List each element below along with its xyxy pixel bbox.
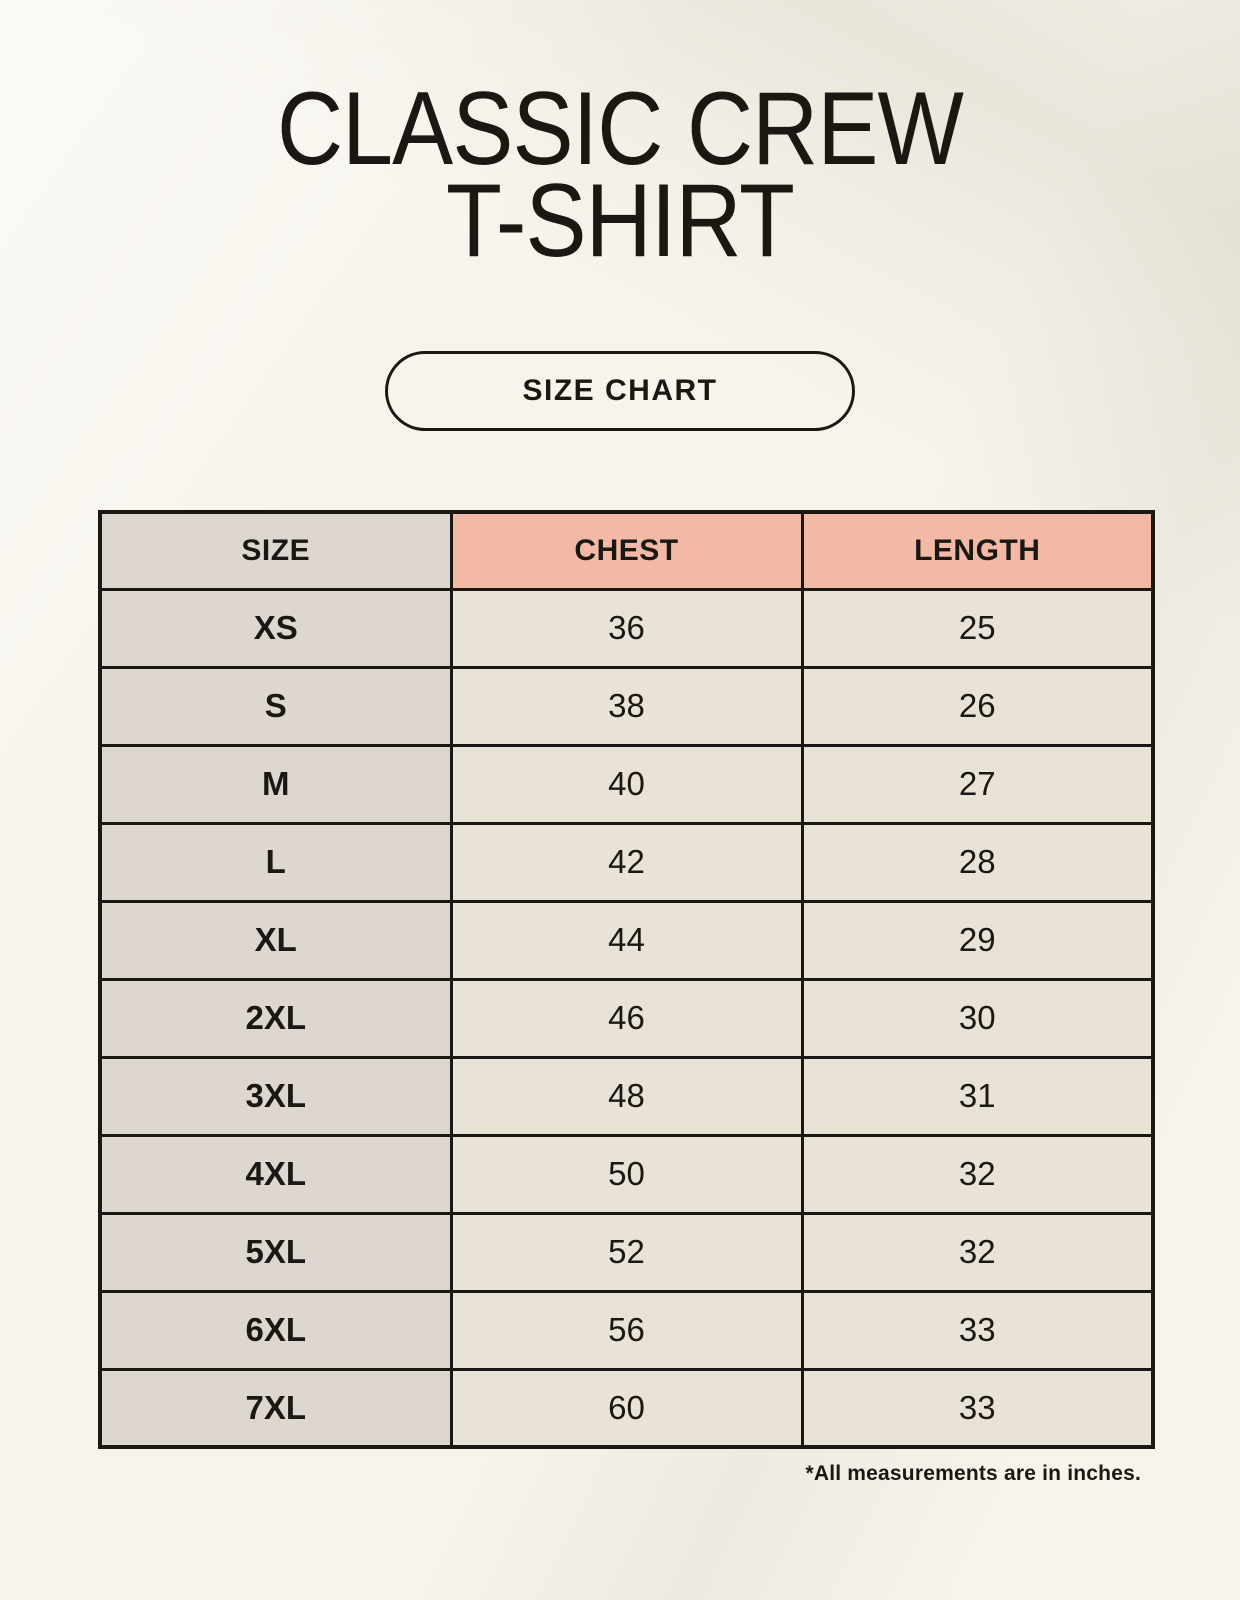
size-chart-table	[98, 510, 1155, 1449]
size-cell: 7XL	[100, 1369, 451, 1447]
length-cell: 33	[802, 1291, 1153, 1369]
size-cell: M	[100, 745, 451, 823]
size-table-row	[100, 1213, 1153, 1291]
length-cell: 33	[802, 1369, 1153, 1447]
size-table-row	[100, 979, 1153, 1057]
table-header-row	[100, 512, 1153, 589]
length-cell: 25	[802, 589, 1153, 667]
chest-cell: 50	[451, 1135, 802, 1213]
column-header-chest: CHEST	[451, 512, 802, 589]
length-cell: 26	[802, 667, 1153, 745]
measurements-footnote: *All measurements are in inches.	[805, 1462, 1141, 1486]
size-cell: 2XL	[100, 979, 451, 1057]
length-cell: 27	[802, 745, 1153, 823]
size-chart-badge-label: SIZE CHART	[522, 374, 718, 408]
size-cell: 3XL	[100, 1057, 451, 1135]
chest-cell: 46	[451, 979, 802, 1057]
column-header-length: LENGTH	[802, 512, 1153, 589]
size-cell: 4XL	[100, 1135, 451, 1213]
chest-cell: 36	[451, 589, 802, 667]
chest-cell: 38	[451, 667, 802, 745]
size-cell: 6XL	[100, 1291, 451, 1369]
chest-cell: 52	[451, 1213, 802, 1291]
chest-cell: 42	[451, 823, 802, 901]
chest-cell: 48	[451, 1057, 802, 1135]
chest-cell: 60	[451, 1369, 802, 1447]
chest-cell: 40	[451, 745, 802, 823]
length-cell: 28	[802, 823, 1153, 901]
size-table-row	[100, 1057, 1153, 1135]
length-cell: 29	[802, 901, 1153, 979]
size-cell: 5XL	[100, 1213, 451, 1291]
chest-cell: 44	[451, 901, 802, 979]
product-title-line2: T-SHIRT	[445, 162, 795, 279]
chest-cell: 56	[451, 1291, 802, 1369]
size-table-row	[100, 745, 1153, 823]
page-title	[74, 0, 1165, 279]
size-table-row	[100, 901, 1153, 979]
size-table-row	[100, 1369, 1153, 1447]
size-table-row	[100, 589, 1153, 667]
size-cell: L	[100, 823, 451, 901]
size-chart-badge	[385, 351, 855, 431]
length-cell: 31	[802, 1057, 1153, 1135]
length-cell: 30	[802, 979, 1153, 1057]
size-cell: S	[100, 667, 451, 745]
size-table-row	[100, 1291, 1153, 1369]
size-table-row	[100, 823, 1153, 901]
size-cell: XS	[100, 589, 451, 667]
size-table-row	[100, 1135, 1153, 1213]
length-cell: 32	[802, 1213, 1153, 1291]
column-header-size: SIZE	[100, 512, 451, 589]
size-table-row	[100, 667, 1153, 745]
length-cell: 32	[802, 1135, 1153, 1213]
product-title-line1: CLASSIC CREW	[276, 71, 964, 187]
size-cell: XL	[100, 901, 451, 979]
